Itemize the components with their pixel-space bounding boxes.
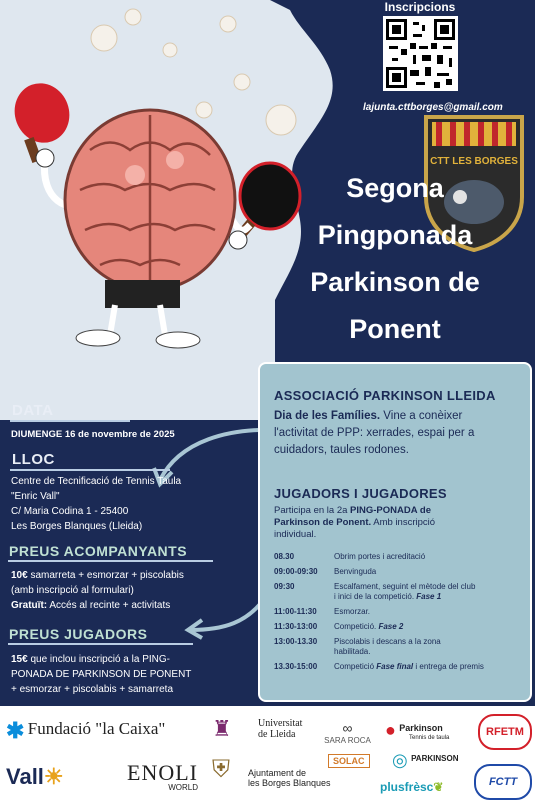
schedule-time: 11:30-13:00 [274,622,318,631]
player-price-text: que inclou inscripció a la PING- [27,654,170,665]
schedule-description: Competició. Fase 2 [334,622,404,631]
vall-sun-icon: ☀ [43,764,64,789]
schedule-time: 09:30 [274,582,295,591]
companion-price-note: (amb inscripció al formulari) [11,585,134,596]
divider [10,420,130,422]
companions-price-heading: PREUS ACOMPANYANTS [9,543,188,559]
schedule-description: Esmorzar. [334,607,371,616]
title-line-3: Parkinson de [310,267,480,297]
sara-roca-logo [320,720,375,745]
lloc-heading: LLOC [12,451,55,468]
qr-code[interactable] [383,16,458,91]
players-intro-3: individual. [274,529,317,540]
player-price: 15€ [11,654,28,665]
solac-logo: SOLAC [328,754,370,768]
town-crest-icon: ⛨ [212,756,230,783]
vall-logo [6,764,64,790]
title-line-1: Segona [346,173,444,203]
association-text-3: cuidadors, taules rodones. [274,444,409,456]
schedule-description: Benvinguda [334,567,377,576]
families-day-label: Dia de les Famílies. [274,410,381,422]
schedule-time: 08.30 [274,552,295,561]
sara-roca-label: SARA ROCA [324,736,371,745]
leaf-icon: ❦ [433,780,444,794]
udl-emblem-icon: ♜ [212,716,232,741]
parkinson-assoc-label: PARKINSON [411,754,459,763]
schedule-time: 13:00-13.30 [274,637,318,646]
player-price-line-3: + esmorzar + piscolabis + samarreta [11,684,174,695]
enoli-logo [108,760,198,792]
parkinson-tt-logo [385,720,449,741]
companion-price-text: samarreta + esmorzar + piscolabis [27,570,184,581]
venue-line-2: "Enric Vall" [11,491,60,502]
players-intro-2: Amb inscripció [371,517,436,528]
ajuntament-label-1: Ajuntament de [248,768,307,778]
players-intro-1: Participa en la 2a [274,505,351,516]
title-line-4: Ponent [349,314,441,344]
players-intro [274,505,529,541]
schedule-time: 11:00-11:30 [274,607,317,616]
rfetm-logo: RFETM [478,714,532,750]
enoli-sublabel: WORLD [168,783,198,792]
parkinson-association-logo [392,750,458,771]
title-line-2: Pingponada [317,220,473,250]
inscriptions-label: Inscripcions [384,0,456,14]
udl-label-1: Universitat [258,718,303,729]
parkinson-tt-label: Parkinson [399,723,443,733]
venue-line-4: Les Borges Blanques (Lleida) [11,521,143,532]
fctt-logo: FCTT [474,764,532,800]
event-date: DIUMENGE 16 de novembre de 2025 [11,429,175,440]
schedule-description: Escalfament, seguint el mètode del club i inici de la competició. Fase 1 [334,582,476,601]
venue-line-3: C/ Maria Codina 1 - 25400 [11,506,129,517]
schedule [274,552,529,702]
contact-email[interactable]: lajunta.cttborges@gmail.com [363,102,503,113]
parkinson-tt-sublabel: Tennis de taula [409,735,450,741]
association-text-1: Vine a conèixer [380,410,463,422]
club-badge-text: CTT LES BORGES [430,156,518,167]
companion-price: 10€ [11,570,28,581]
schedule-time: 13.30-15:00 [274,662,318,671]
schedule-description: Piscolabis i descans a la zona habilitada. [334,637,441,656]
companions-prices [11,568,184,613]
players-heading: JUGADORS I JUGADORES [274,486,447,501]
association-text [274,408,529,459]
sara-roca-icon: ∞ [342,720,353,736]
ping-pong-ball-icon: ● [385,720,396,740]
enoli-label: ENOLI [127,760,198,785]
association-text-2: l'activitat de PPP: xerrades, espai per a [274,427,475,439]
plusfresc-label: plusfrèsc [380,780,434,794]
players-prices [11,652,191,697]
free-text: Accés al recinte + activitats [47,600,171,611]
caixa-logo [6,718,165,744]
divider [8,560,213,562]
players-intro-1-bold: PING-PONADA de [350,505,431,516]
players-intro-2-bold: Parkinson de Ponent. [274,517,372,528]
player-price-line-2: PONADA DE PARKINSON DE PONENT [11,669,192,680]
schedule-time: 09:00-09:30 [274,567,318,576]
divider [10,469,170,471]
spiral-icon: ◎ [392,750,408,770]
plusfresc-logo [380,780,443,794]
brain [65,110,235,290]
udl-label-2: de Lleida [258,729,296,740]
divider [8,643,193,645]
association-heading: ASSOCIACIÓ PARKINSON LLEIDA [274,388,496,403]
star-icon: ✱ [6,718,25,743]
players-price-heading: PREUS JUGADORS [9,626,148,642]
info-panel [258,362,532,702]
sponsors-footer [0,706,535,800]
data-heading: DATA [12,402,54,419]
brain-legs [76,280,200,348]
schedule-description: Competició Fase final i entrega de premis [334,662,484,671]
schedule-description: Obrim portes i acreditació [334,552,426,561]
free-label: Gratuït: [11,600,48,611]
ajuntament-label-2: les Borges Blanques [248,778,331,788]
qr-code-icon [383,16,458,91]
vall-label: Vall [6,764,44,789]
caixa-label: Fundació "la Caixa" [27,719,166,738]
venue-line-1: Centre de Tecnificació de Tennis Taula [11,476,182,487]
event-title [300,165,490,353]
venue-address [11,474,181,534]
